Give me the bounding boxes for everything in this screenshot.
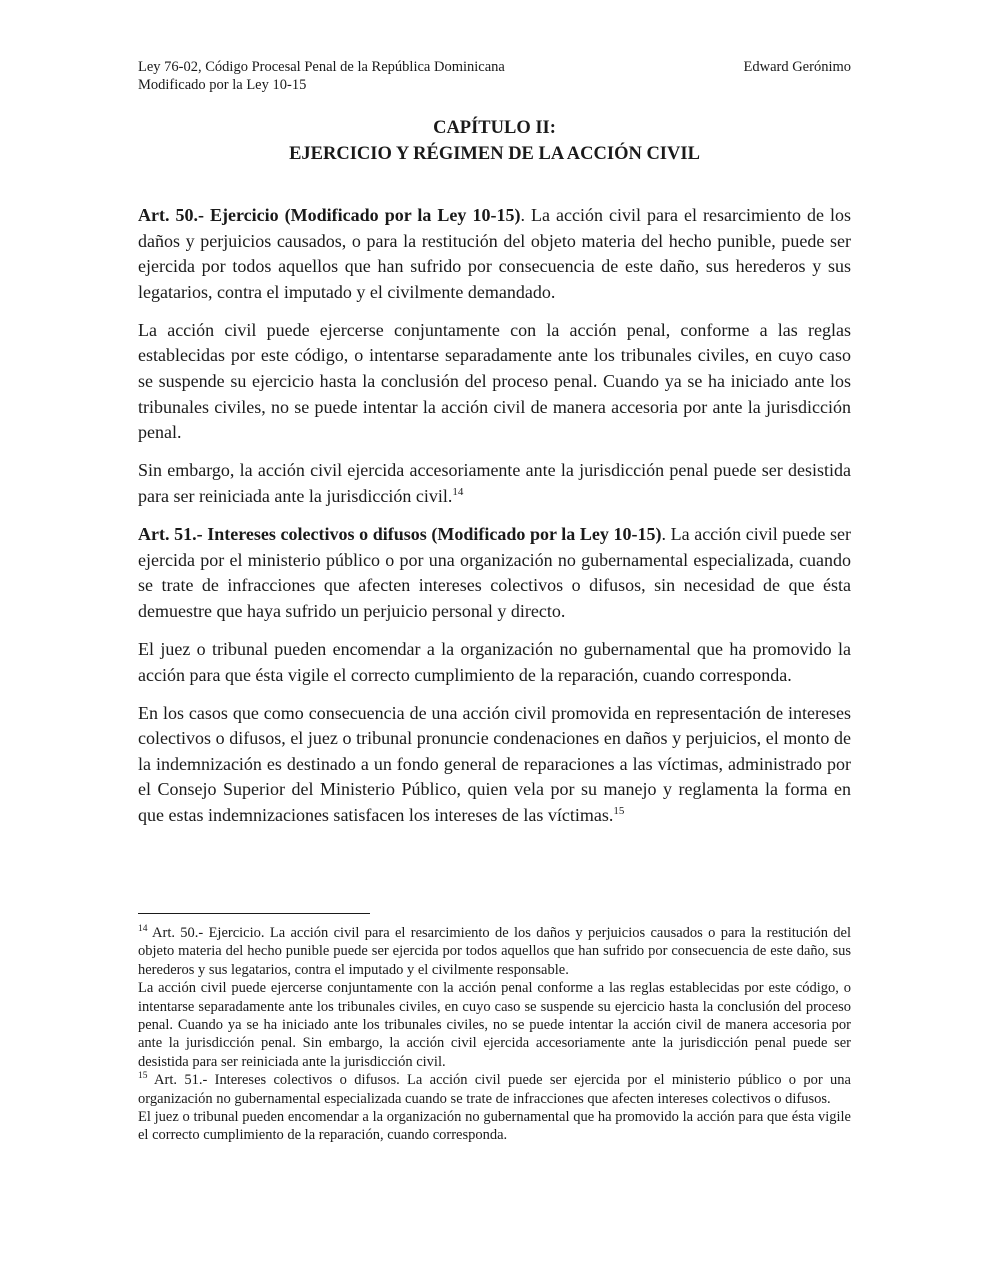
article-heading: Art. 51.- Intereses colectivos o difusos (Modificado por la Ley 10-15) [138, 524, 662, 545]
paragraph-art-51 [138, 522, 851, 624]
footnote-14 [138, 924, 851, 979]
header-amendment: Modificado por la Ley 10-15 [138, 77, 307, 93]
paragraph-text: En los casos que como consecuencia de una acción civil promovida en representación de intereses colectivos o difusos, el juez o tribunal pronuncie condenaciones en daños y perjuicios, el monto de la indemnización es destinado a un fondo general de reparaciones a las víctimas, administrado por el Consejo Superior del Ministerio Público, quien vela por su manejo y reglamenta la forma en que estas indemnizaciones satisfacen los intereses de las víctimas. [138, 702, 851, 825]
paragraph-text: La acción civil puede ejercerse conjuntamente con la acción penal, conforme a las reglas establecidas por este código, o intentarse separadamente ante los tribunales civiles, en cuyo caso se suspende su ejercicio hasta la conclusión del proceso penal. Cuando ya se ha iniciado ante los tribunales civiles, no se puede intentar la acción civil de manera accesoria por ante la jurisdicción penal. [138, 319, 851, 443]
footnote-number: 14 [138, 924, 148, 935]
footnote-ref: 14 [452, 485, 464, 498]
page-header [138, 58, 851, 94]
footnote-continuation [138, 979, 851, 1071]
footnote-number: 15 [138, 1071, 148, 1082]
paragraph [138, 458, 851, 509]
paragraph-text: El juez o tribunal pueden encomendar a la organización no gubernamental que ha promovido la acción para que ésta vigile el correcto cumplimiento de la reparación, cuando corresponda. [138, 638, 851, 685]
footnote-continuation [138, 1108, 851, 1145]
paragraph-text: . La acción civil puede ser ejercida por el ministerio público o por una organización no gubernamental especializada, cuando se trate de infracciones que afecten intereses colectivos o difusos, sin necesidad de que ésta demuestre que haya sufrido un perjuicio personal y directo. [138, 524, 851, 621]
footnote-text: Art. 50.- Ejercicio. La acción civil para el resarcimiento de los daños y perjuicios causados o para la restitución del objeto materia del hecho punible puede ser ejercida por todos aquellos que han sufrido por consecuencia de este daño, sus herederos y sus legatarios, contra el imputado y el civilmente responsable. [138, 925, 851, 978]
chapter-number: CAPÍTULO II: [433, 118, 556, 138]
footnotes [138, 924, 851, 1145]
paragraph-art-50 [138, 203, 851, 305]
header-author: Edward Gerónimo [743, 59, 851, 75]
article-heading: Art. 50.- Ejercicio (Modificado por la Ley 10-15) [138, 205, 521, 225]
footnote-text: El juez o tribunal pueden encomendar a la organización no gubernamental que ha promovido la acción para que ésta vigile el correcto cumplimiento de la reparación, cuando corresponda. [138, 1109, 851, 1144]
footnote-separator [138, 913, 370, 914]
paragraph [138, 318, 851, 446]
paragraph-text: Sin embargo, la acción civil ejercida accesoriamente ante la jurisdicción penal puede ser desistida para ser reiniciada ante la jurisdicción civil. [138, 460, 851, 506]
chapter-title: EJERCICIO Y RÉGIMEN DE LA ACCIÓN CIVIL [289, 144, 700, 164]
header-law-title: Ley 76-02, Código Procesal Penal de la República Dominicana [138, 59, 505, 75]
paragraph [138, 701, 851, 829]
footnote-text: Art. 51.- Intereses colectivos o difusos. La acción civil puede ser ejercida por el ministerio público o por una organización no gubernamental especializada cuando se trate de infracciones que afecten intereses colectivos o difusos. [138, 1072, 851, 1107]
chapter-heading [138, 115, 851, 167]
paragraph [138, 637, 851, 688]
footnote-15 [138, 1071, 851, 1108]
footnote-text: La acción civil puede ejercerse conjuntamente con la acción penal conforme a las reglas establecidas por este código, o intentarse separadamente ante los tribunales civiles, en cuyo caso se suspende su ejercicio hasta la conclusión del proceso penal. Cuando ya se ha iniciado ante los tribunales civiles, no se puede intentar la acción civil de manera accesoria por ante la jurisdicción penal. Sin embargo, la acción civil ejercida accesoriamente ante la jurisdicción penal puede ser desistida para ser reiniciada ante la jurisdicción civil. [138, 980, 851, 1070]
document-body [138, 203, 851, 841]
footnote-ref: 15 [613, 804, 625, 817]
paragraph-text: . La acción civil para el resarcimiento de los daños y perjuicios causados, o para la restitución del objeto materia del hecho punible, puede ser ejercida por todos aquellos que han sufrido por consecuencia de este daño, sus herederos y sus legatarios, contra el imputado y el civilmente demandado. [138, 205, 851, 302]
